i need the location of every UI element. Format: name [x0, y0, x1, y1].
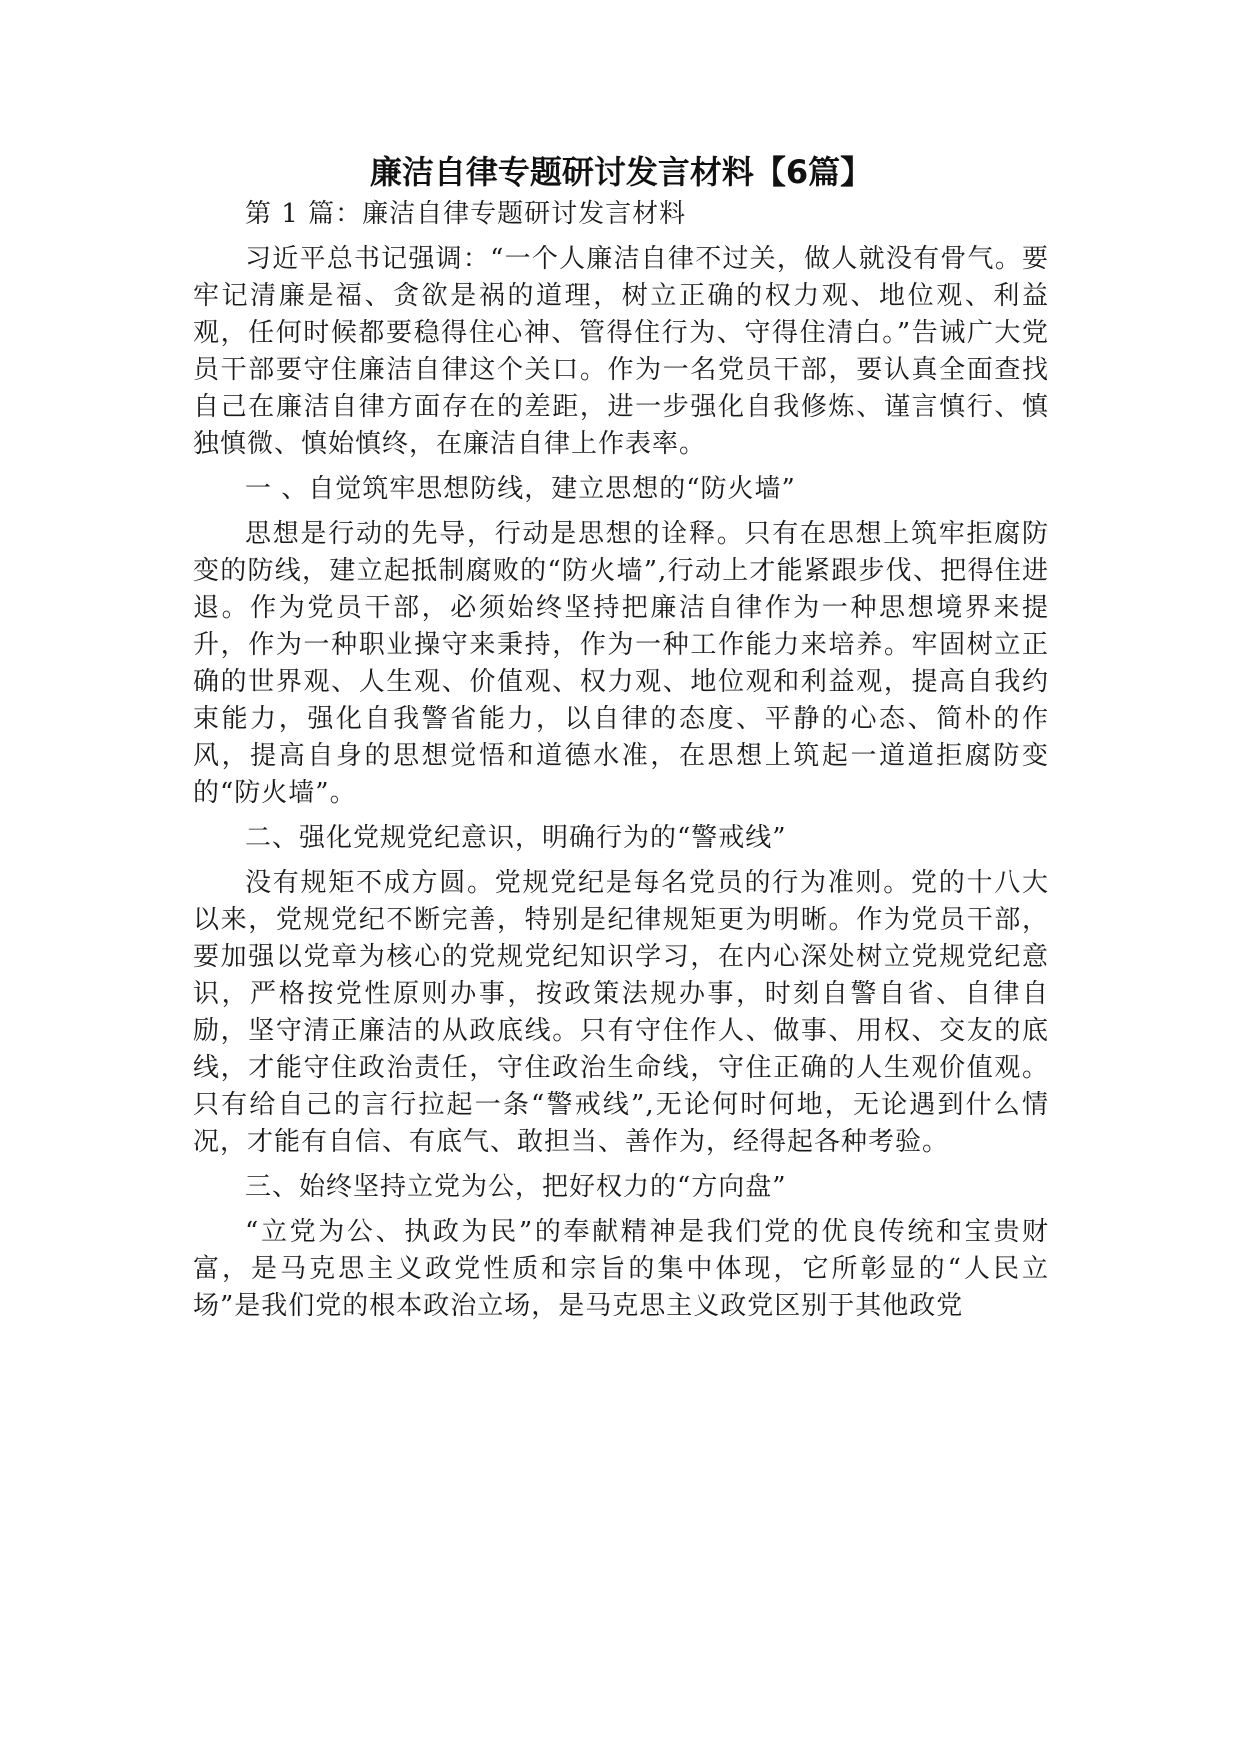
document-page	[193, 150, 1049, 1325]
section-body-2: 没有规矩不成方圆。党规党纪是每名党员的行为准则。党的十八大以来，党规党纪不断完善，特别是纪律规矩更为明晰。作为党员干部，要加强以党章为核心的党规党纪知识学习，在内心深处树立党规党纪意识，严格按党性原则办事，按政策法规办事，时刻自警自省、自律自励，坚守清正廉洁的从政底线。只有守住作人、做事、用权、交友的底线，才能守住政治责任，守住政治生命线，守住正确的人生观价值观。只有给自己的言行拉起一条“警戒线”,无论何时何地，无论遇到什么情况，才能有自信、有底气、敢担当、善作为，经得起各种考验。	[193, 868, 1049, 1157]
section-body-3: “立党为公、执政为民”的奉献精神是我们党的优良传统和宝贵财富，是马克思主义政党性质和宗旨的集中体现，它所彰显的“人民立场”是我们党的根本政治立场，是马克思主义政党区别于其他政党	[193, 1217, 1049, 1321]
intro-paragraph: 习近平总书记强调：“一个人廉洁自律不过关，做人就没有骨气。要牢记清廉是福、贪欲是祸的道理，树立正确的权力观、地位观、利益观，任何时候都要稳得住心神、管得住行为、守得住清白。”告诫广大党员干部要守住廉洁自律这个关口。作为一名党员干部，要认真全面查找自己在廉洁自律方面存在的差距，进一步强化自我修炼、谨言慎行、慎独慎微、慎始慎终，在廉洁自律上作表率。	[193, 244, 1049, 459]
chapter-label: 第 1 篇：廉洁自律专题研讨发言材料	[245, 199, 687, 229]
document-title: 廉洁自律专题研讨发言材料【6篇】	[369, 153, 873, 191]
section-heading-3: 三、始终坚持立党为公，把好权力的“方向盘”	[245, 1172, 787, 1202]
section-heading-2: 二、强化党规党纪意识，明确行为的“警戒线”	[245, 823, 787, 853]
section-heading-1: 一 、自觉筑牢思想防线，建立思想的“防火墙”	[245, 474, 796, 504]
section-body-1: 思想是行动的先导，行动是思想的诠释。只有在思想上筑牢拒腐防变的防线，建立起抵制腐败的“防火墙”,行动上才能紧跟步伐、把得住进退。作为党员干部，必须始终坚持把廉洁自律作为一种思想境界来提升，作为一种职业操守来秉持，作为一种工作能力来培养。牢固树立正确的世界观、人生观、价值观、权力观、地位观和利益观，提高自我约束能力，强化自我警省能力，以自律的态度、平静的心态、简朴的作风，提高自身的思想觉悟和道德水准，在思想上筑起一道道拒腐防变的“防火墙”。	[193, 519, 1049, 808]
